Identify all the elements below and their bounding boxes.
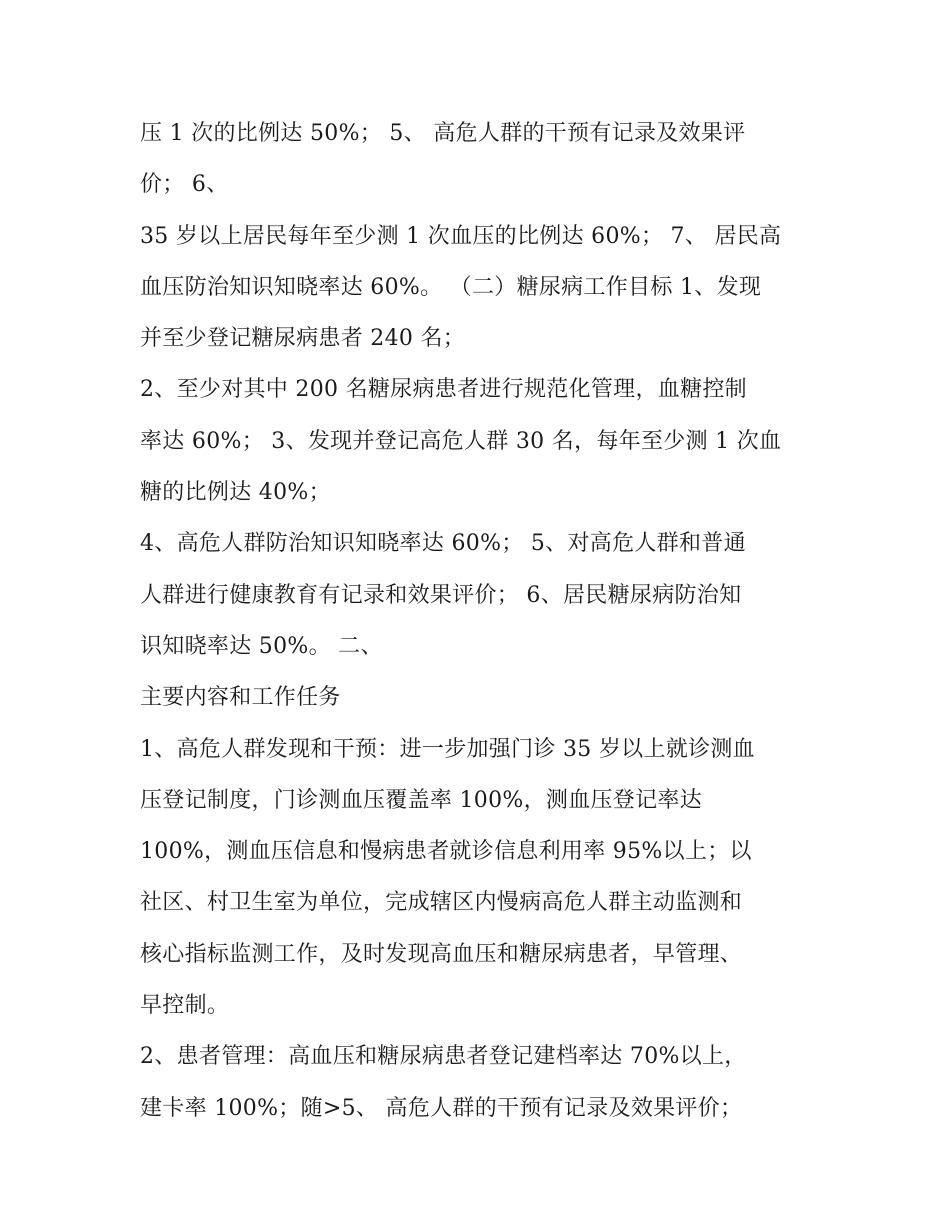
text-line: 2、至少对其中 200 名糖尿病患者进行规范化管理，血糖控制 bbox=[140, 377, 747, 403]
document-body bbox=[140, 108, 820, 1134]
text-line: 血压防治知识知晓率达 60%。 （二）糖尿病工作目标 1、发现 bbox=[140, 274, 762, 300]
text-line: 价； 6、 bbox=[140, 172, 229, 198]
text-line: 社区、村卫生室为单位，完成辖区内慢病高危人群主动监测和 bbox=[140, 890, 743, 916]
text-line: 糖的比例达 40%； bbox=[140, 480, 331, 506]
text-line: 核心指标监测工作，及时发现高血压和糖尿病患者，早管理、 bbox=[140, 941, 743, 967]
text-line: 建卡率 100%；随>5、 高危人群的干预有记录及效果评价； bbox=[140, 1095, 743, 1121]
text-line: 2、患者管理：高血压和糖尿病患者登记建档率达 70%以上， bbox=[140, 1044, 747, 1070]
text-line: 4、高危人群防治知识知晓率达 60%； 5、对高危人群和普通 bbox=[140, 531, 746, 557]
text-line: 35 岁以上居民每年至少测 1 次血压的比例达 60%； 7、 居民高 bbox=[140, 223, 782, 249]
text-line: 压 1 次的比例达 50%； 5、 高危人群的干预有记录及效果评 bbox=[140, 121, 746, 146]
text-line: 早控制。 bbox=[140, 993, 230, 1019]
text-line: 压登记制度，门诊测血压覆盖率 100%，测血压登记率达 bbox=[140, 787, 702, 813]
text-line: 并至少登记糖尿病患者 240 名； bbox=[140, 326, 466, 352]
section-heading: 主要内容和工作任务 bbox=[140, 685, 341, 711]
text-line: 100%，测血压信息和慢病患者就诊信息利用率 95%以上；以 bbox=[140, 839, 752, 865]
text-line: 识知晓率达 50%。 二、 bbox=[140, 633, 383, 659]
text-line: 人群进行健康教育有记录和效果评价； 6、居民糖尿病防治知 bbox=[140, 582, 742, 608]
text-line: 率达 60%； 3、发现并登记高危人群 30 名，每年至少测 1 次血 bbox=[140, 428, 782, 454]
text-line: 1、高危人群发现和干预：进一步加强门诊 35 岁以上就诊测血 bbox=[140, 736, 755, 762]
